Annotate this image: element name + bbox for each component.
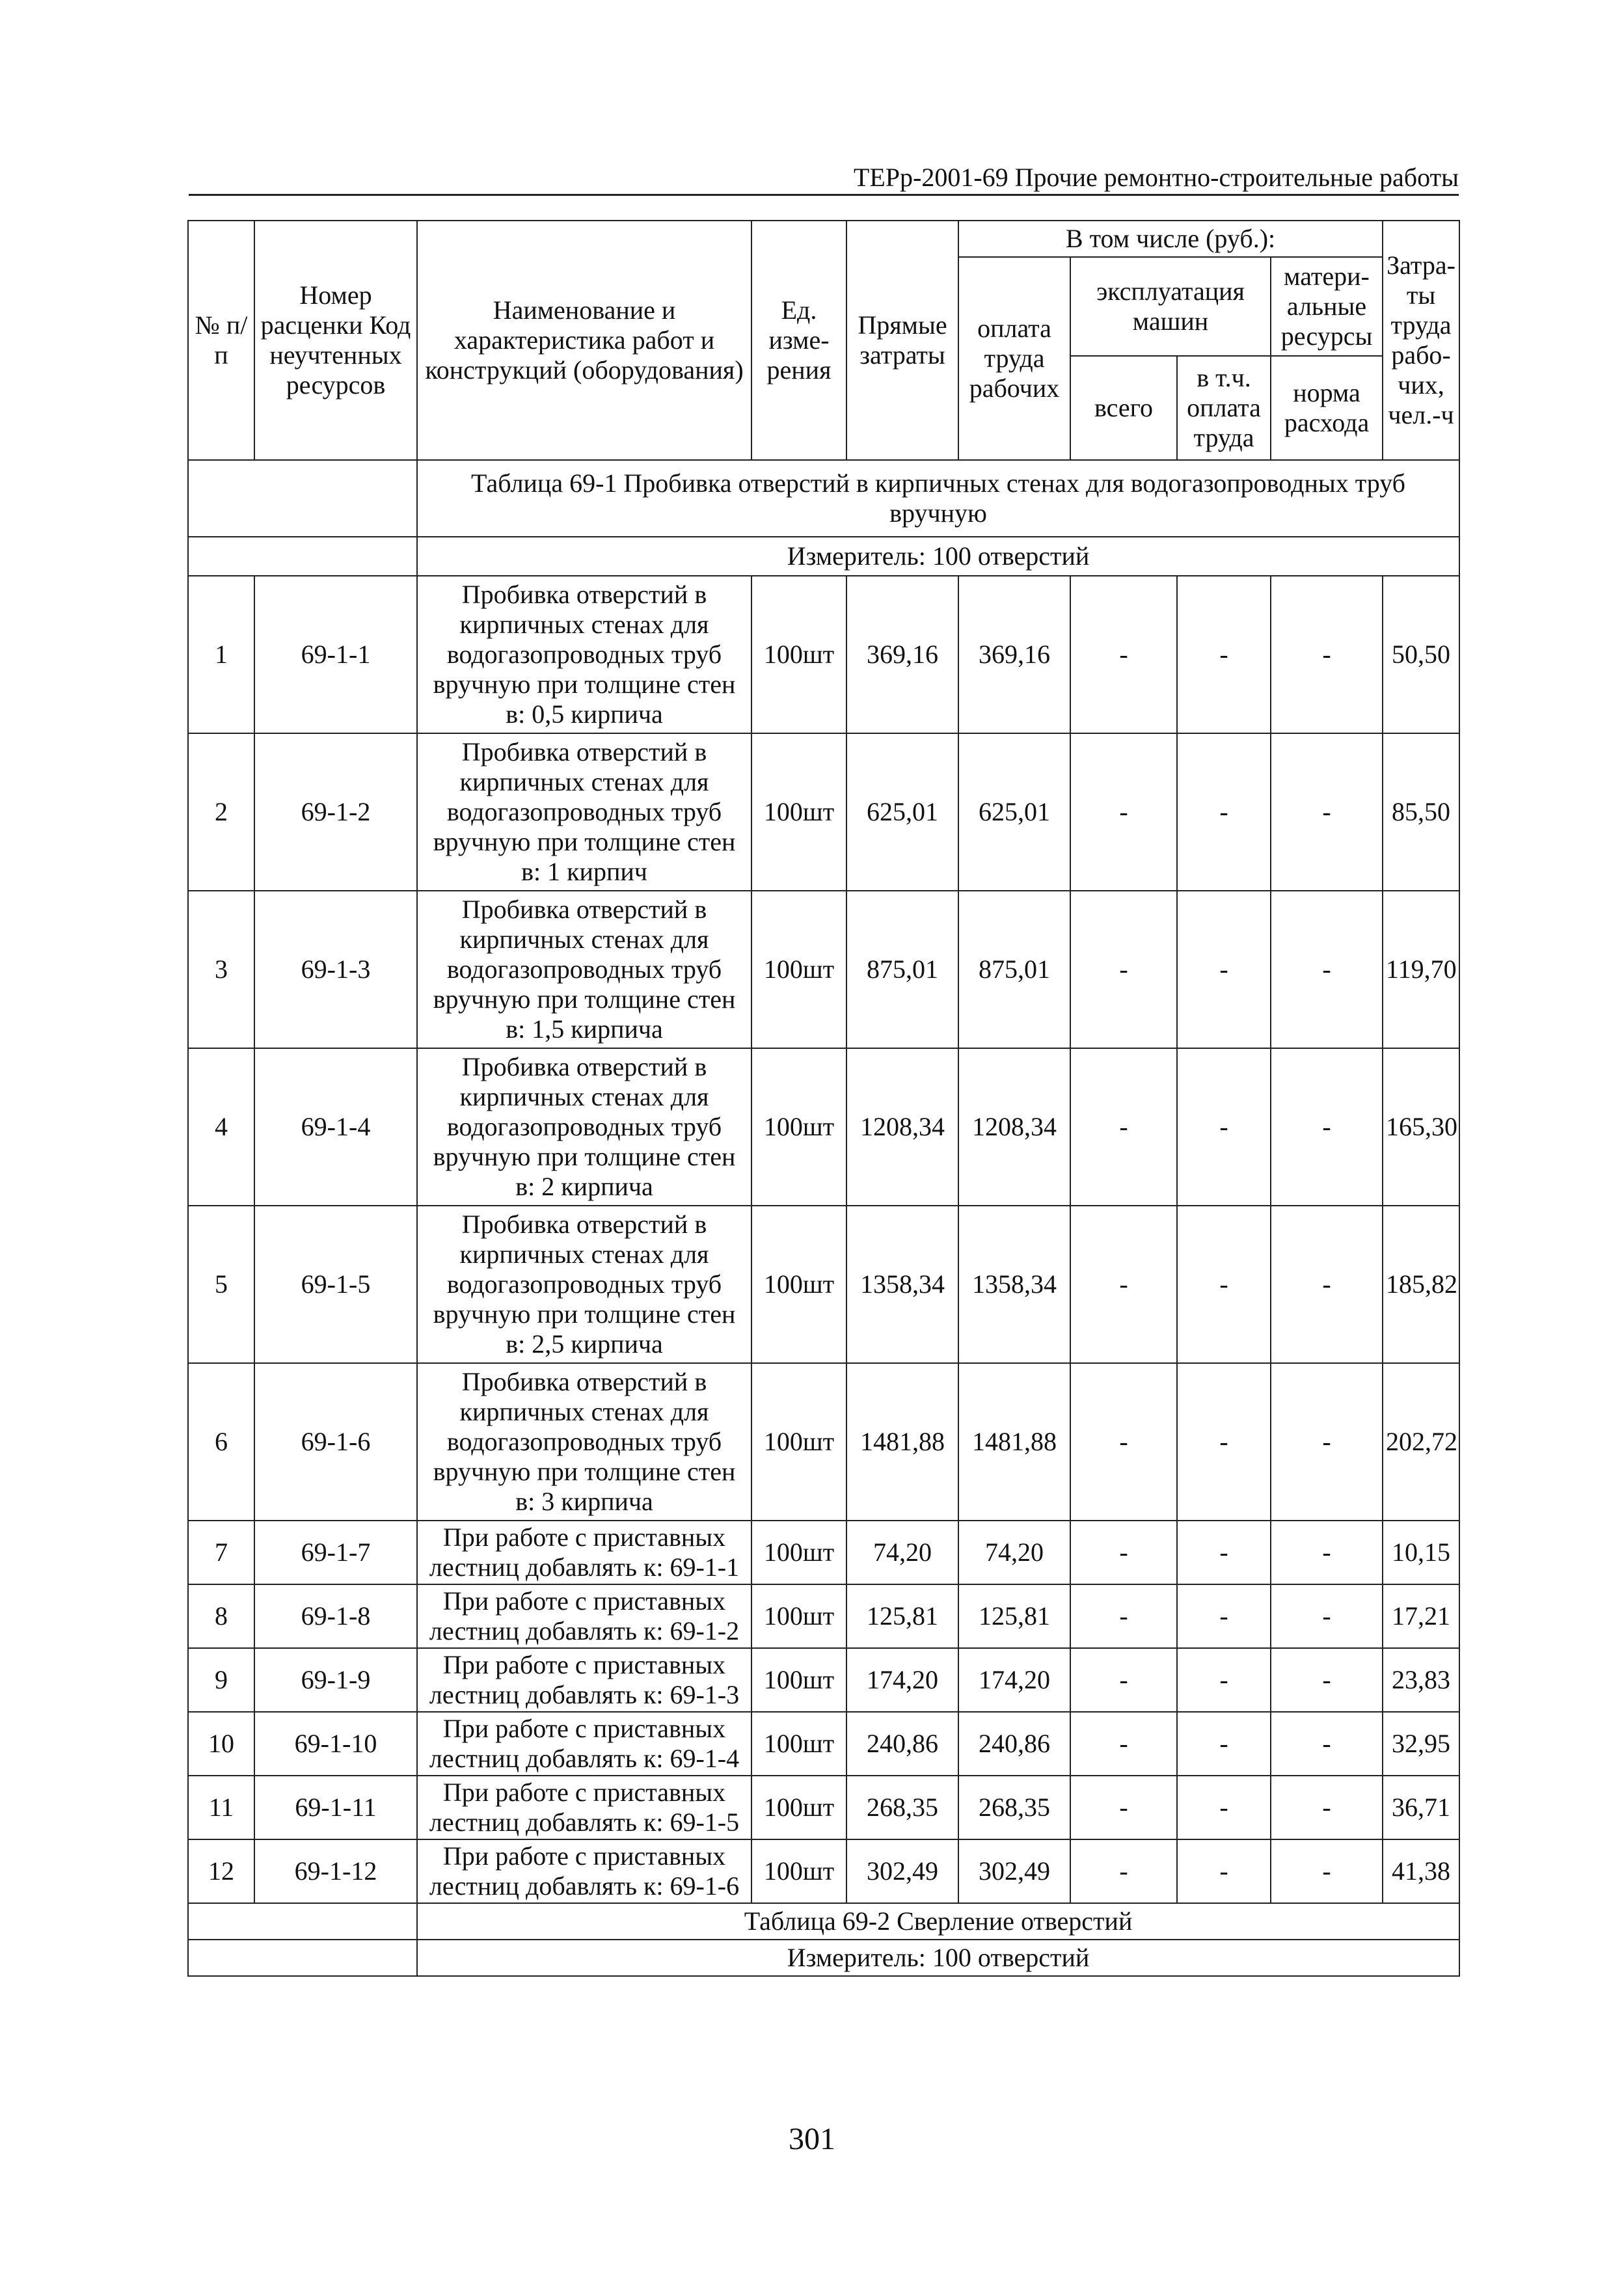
materials: - (1271, 1648, 1383, 1712)
machines-pay: - (1177, 576, 1271, 733)
unit: 100шт (751, 891, 846, 1048)
table-row (188, 1363, 1459, 1521)
work-description: Пробивка отверстий в кирпичных стенах для водогазопроводных труб вручную при толщине стен в: 0,5 кирпича (417, 576, 751, 733)
machines-pay: - (1177, 1363, 1271, 1521)
unit: 100шт (751, 1712, 846, 1776)
labor-hours: 17,21 (1383, 1584, 1459, 1648)
machines-pay: - (1177, 1648, 1271, 1712)
page-number: 301 (789, 2122, 835, 2156)
machines-total: - (1070, 891, 1177, 1048)
row-number: 7 (188, 1521, 254, 1584)
labor-hours: 165,30 (1383, 1048, 1459, 1206)
machines-total: - (1070, 1712, 1177, 1776)
col-header-materials: матери- альные ресурсы (1271, 257, 1383, 356)
col-header-num: № п/п (188, 221, 254, 460)
col-header-labor-pay: оплата труда рабочих (958, 257, 1070, 460)
direct-costs: 1358,34 (846, 1206, 958, 1363)
table-row (188, 891, 1459, 1048)
labor-pay: 268,35 (958, 1776, 1070, 1839)
section-measure: Измеритель: 100 отверстий (417, 537, 1459, 576)
col-header-norm: норма расхода (1271, 356, 1383, 460)
col-header-including: В том числе (руб.): (958, 221, 1383, 257)
machines-total: - (1070, 1206, 1177, 1363)
section-title-2: Таблица 69-2 Сверление отверстий (417, 1903, 1459, 1940)
rate-code: 69-1-1 (254, 576, 417, 733)
materials: - (1271, 1048, 1383, 1206)
materials: - (1271, 1521, 1383, 1584)
unit: 100шт (751, 576, 846, 733)
work-description: Пробивка отверстий в кирпичных стенах для водогазопроводных труб вручную при толщине стен в: 1 кирпич (417, 733, 751, 891)
section-title: Таблица 69-1 Пробивка отверстий в кирпичных стенах для водогазопроводных труб вручную (417, 460, 1459, 537)
labor-pay: 1208,34 (958, 1048, 1070, 1206)
direct-costs: 1481,88 (846, 1363, 958, 1521)
table-row (188, 1584, 1459, 1648)
labor-pay: 875,01 (958, 891, 1070, 1048)
rate-code: 69-1-4 (254, 1048, 417, 1206)
col-header-machines: эксплуатация машин (1070, 257, 1271, 356)
work-description: При работе с приставных лестниц добавлять к: 69-1-2 (417, 1584, 751, 1648)
row-number: 12 (188, 1839, 254, 1903)
row-number: 9 (188, 1648, 254, 1712)
direct-costs: 240,86 (846, 1712, 958, 1776)
unit: 100шт (751, 1048, 846, 1206)
section-measure-2: Измеритель: 100 отверстий (417, 1940, 1459, 1976)
table-row (188, 1712, 1459, 1776)
materials: - (1271, 576, 1383, 733)
labor-pay: 1481,88 (958, 1363, 1070, 1521)
labor-hours: 36,71 (1383, 1776, 1459, 1839)
labor-hours: 119,70 (1383, 891, 1459, 1048)
table-row (188, 1206, 1459, 1363)
labor-hours: 85,50 (1383, 733, 1459, 891)
labor-pay: 125,81 (958, 1584, 1070, 1648)
labor-pay: 369,16 (958, 576, 1070, 733)
col-header-machines-pay: в т.ч. оплата труда (1177, 356, 1271, 460)
row-number: 10 (188, 1712, 254, 1776)
machines-pay: - (1177, 1839, 1271, 1903)
rate-code: 69-1-6 (254, 1363, 417, 1521)
unit: 100шт (751, 1776, 846, 1839)
work-description: Пробивка отверстий в кирпичных стенах для водогазопроводных труб вручную при толщине стен в: 2,5 кирпича (417, 1206, 751, 1363)
rate-code: 69-1-10 (254, 1712, 417, 1776)
machines-pay: - (1177, 1584, 1271, 1648)
direct-costs: 268,35 (846, 1776, 958, 1839)
col-header-direct: Прямые затраты (846, 221, 958, 460)
work-description: При работе с приставных лестниц добавлять к: 69-1-1 (417, 1521, 751, 1584)
materials: - (1271, 733, 1383, 891)
work-description: Пробивка отверстий в кирпичных стенах для водогазопроводных труб вручную при толщине стен в: 1,5 кирпича (417, 891, 751, 1048)
materials: - (1271, 891, 1383, 1048)
labor-pay: 240,86 (958, 1712, 1070, 1776)
table-row (188, 1521, 1459, 1584)
labor-hours: 41,38 (1383, 1839, 1459, 1903)
row-number: 6 (188, 1363, 254, 1521)
rate-code: 69-1-2 (254, 733, 417, 891)
rate-code: 69-1-11 (254, 1776, 417, 1839)
table-row (188, 1839, 1459, 1903)
unit: 100шт (751, 1584, 846, 1648)
machines-total: - (1070, 1584, 1177, 1648)
section-spacer (188, 460, 417, 537)
work-description: При работе с приставных лестниц добавлять к: 69-1-3 (417, 1648, 751, 1712)
direct-costs: 1208,34 (846, 1048, 958, 1206)
rate-code: 69-1-9 (254, 1648, 417, 1712)
labor-hours: 50,50 (1383, 576, 1459, 733)
direct-costs: 74,20 (846, 1521, 958, 1584)
work-description: При работе с приставных лестниц добавлять к: 69-1-6 (417, 1839, 751, 1903)
materials: - (1271, 1206, 1383, 1363)
direct-costs: 302,49 (846, 1839, 958, 1903)
materials: - (1271, 1776, 1383, 1839)
machines-total: - (1070, 576, 1177, 733)
machines-pay: - (1177, 1206, 1271, 1363)
materials: - (1271, 1839, 1383, 1903)
row-number: 2 (188, 733, 254, 891)
machines-total: - (1070, 733, 1177, 891)
labor-hours: 32,95 (1383, 1712, 1459, 1776)
table-row (188, 733, 1459, 891)
labor-hours: 185,82 (1383, 1206, 1459, 1363)
machines-total: - (1070, 1363, 1177, 1521)
col-header-code: Номер расценки Код неучтенных ресурсов (254, 221, 417, 460)
labor-hours: 10,15 (1383, 1521, 1459, 1584)
col-header-machines-total: всего (1070, 356, 1177, 460)
direct-costs: 369,16 (846, 576, 958, 733)
machines-total: - (1070, 1648, 1177, 1712)
work-description: При работе с приставных лестниц добавлять к: 69-1-5 (417, 1776, 751, 1839)
materials: - (1271, 1712, 1383, 1776)
unit: 100шт (751, 1363, 846, 1521)
labor-hours: 23,83 (1383, 1648, 1459, 1712)
row-number: 8 (188, 1584, 254, 1648)
unit: 100шт (751, 733, 846, 891)
work-description: При работе с приставных лестниц добавлять к: 69-1-4 (417, 1712, 751, 1776)
unit: 100шт (751, 1839, 846, 1903)
measure-spacer (188, 537, 417, 576)
machines-pay: - (1177, 1048, 1271, 1206)
rate-code: 69-1-3 (254, 891, 417, 1048)
section-spacer (188, 1903, 417, 1940)
measure-spacer (188, 1940, 417, 1976)
machines-total: - (1070, 1776, 1177, 1839)
col-header-name: Наименование и характеристика работ и конструкций (оборудования) (417, 221, 751, 460)
rate-code: 69-1-8 (254, 1584, 417, 1648)
machines-total: - (1070, 1839, 1177, 1903)
row-number: 4 (188, 1048, 254, 1206)
work-description: Пробивка отверстий в кирпичных стенах для водогазопроводных труб вручную при толщине стен в: 2 кирпича (417, 1048, 751, 1206)
unit: 100шт (751, 1206, 846, 1363)
machines-total: - (1070, 1521, 1177, 1584)
table-row (188, 1648, 1459, 1712)
machines-pay: - (1177, 733, 1271, 891)
unit: 100шт (751, 1648, 846, 1712)
row-number: 1 (188, 576, 254, 733)
machines-pay: - (1177, 1776, 1271, 1839)
price-table (187, 220, 1460, 1977)
col-header-unit: Ед. изме- рения (751, 221, 846, 460)
labor-pay: 625,01 (958, 733, 1070, 891)
direct-costs: 174,20 (846, 1648, 958, 1712)
materials: - (1271, 1584, 1383, 1648)
page-header: ТЕРр-2001-69 Прочие ремонтно-строительные работы (189, 161, 1459, 196)
machines-pay: - (1177, 891, 1271, 1048)
rate-code: 69-1-5 (254, 1206, 417, 1363)
labor-hours: 202,72 (1383, 1363, 1459, 1521)
labor-pay: 302,49 (958, 1839, 1070, 1903)
rate-code: 69-1-12 (254, 1839, 417, 1903)
col-header-labor: Затра- ты труда рабо- чих, чел.-ч (1383, 221, 1459, 460)
work-description: Пробивка отверстий в кирпичных стенах для водогазопроводных труб вручную при толщине стен в: 3 кирпича (417, 1363, 751, 1521)
table-row (188, 576, 1459, 733)
labor-pay: 1358,34 (958, 1206, 1070, 1363)
table-row (188, 1048, 1459, 1206)
labor-pay: 174,20 (958, 1648, 1070, 1712)
machines-pay: - (1177, 1521, 1271, 1584)
labor-pay: 74,20 (958, 1521, 1070, 1584)
machines-total: - (1070, 1048, 1177, 1206)
direct-costs: 875,01 (846, 891, 958, 1048)
row-number: 5 (188, 1206, 254, 1363)
table-row (188, 1776, 1459, 1839)
direct-costs: 625,01 (846, 733, 958, 891)
rate-code: 69-1-7 (254, 1521, 417, 1584)
row-number: 11 (188, 1776, 254, 1839)
row-number: 3 (188, 891, 254, 1048)
machines-pay: - (1177, 1712, 1271, 1776)
materials: - (1271, 1363, 1383, 1521)
unit: 100шт (751, 1521, 846, 1584)
direct-costs: 125,81 (846, 1584, 958, 1648)
